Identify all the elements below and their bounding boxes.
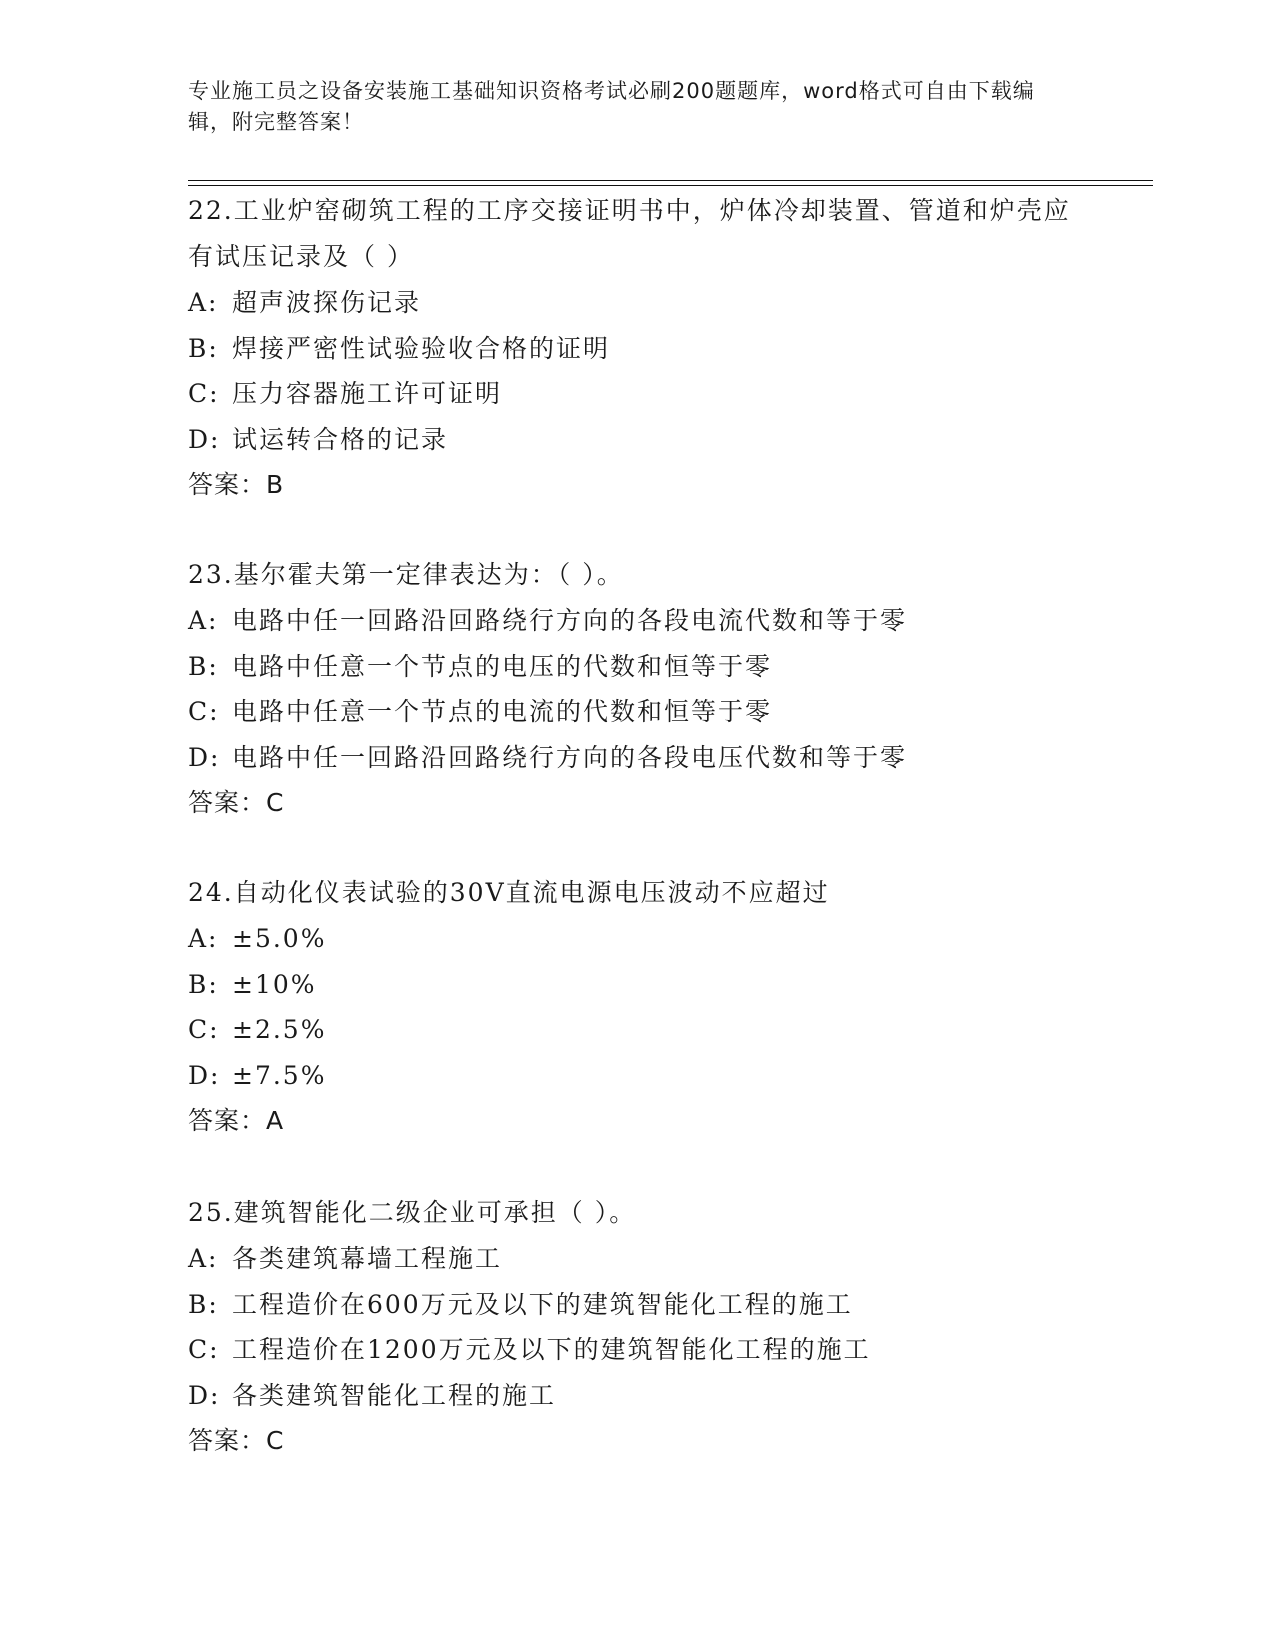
answer-line: 答案：C — [188, 788, 285, 817]
option-text: ±10% — [232, 969, 317, 999]
question-23 — [188, 552, 1088, 825]
option-d — [188, 417, 1088, 463]
option-letter: C: — [188, 1335, 220, 1364]
option-text: 各类建筑幕墙工程施工 — [232, 1244, 503, 1273]
option-d — [188, 1053, 1088, 1099]
option-text: 工程造价在1200万元及以下的建筑智能化工程的施工 — [232, 1335, 871, 1364]
option-text: 电路中任一回路沿回路绕行方向的各段电流代数和等于零 — [232, 606, 908, 635]
option-letter: D: — [188, 742, 221, 772]
question-title: 23.基尔霍夫第一定律表达为：（ ）。 — [188, 560, 624, 589]
option-letter: A: — [188, 288, 219, 317]
option-letter: A: — [188, 606, 219, 635]
option-text: ±2.5% — [232, 1015, 327, 1044]
option-a — [188, 916, 1088, 962]
option-text: 电路中任意一个节点的电流的代数和恒等于零 — [232, 697, 773, 726]
question-title: 24.自动化仪表试验的30V直流电源电压波动不应超过 — [188, 878, 830, 907]
option-b — [188, 326, 1088, 372]
option-c — [188, 1007, 1088, 1053]
option-letter: A: — [188, 924, 219, 953]
option-text: 工程造价在600万元及以下的建筑智能化工程的施工 — [232, 1289, 853, 1319]
option-letter: D: — [188, 1060, 221, 1090]
answer-line: 答案：C — [188, 1426, 285, 1455]
answer-line: 答案：A — [188, 1106, 285, 1135]
question-title: 25.建筑智能化二级企业可承担（ ）。 — [188, 1198, 637, 1227]
option-text: 电路中任一回路沿回路绕行方向的各段电压代数和等于零 — [232, 742, 908, 772]
question-title: 22.工业炉窑砌筑工程的工序交接证明书中，炉体冷却装置、管道和炉壳应有试压记录及（ ） — [188, 196, 1071, 271]
option-b — [188, 962, 1088, 1008]
option-text: ±5.0% — [232, 924, 327, 953]
option-letter: C: — [188, 1015, 220, 1044]
question-24 — [188, 870, 1088, 1143]
question-25 — [188, 1190, 1088, 1463]
option-text: 压力容器施工许可证明 — [232, 379, 503, 408]
option-letter: C: — [188, 379, 220, 408]
option-d — [188, 1373, 1088, 1419]
option-b — [188, 1282, 1088, 1328]
header-divider-bottom — [188, 185, 1153, 186]
option-a — [188, 280, 1088, 326]
option-text: ±7.5% — [232, 1060, 327, 1090]
option-letter: B: — [188, 651, 219, 681]
option-letter: C: — [188, 697, 220, 726]
option-text: 各类建筑智能化工程的施工 — [232, 1380, 557, 1410]
option-letter: A: — [188, 1244, 219, 1273]
option-text: 试运转合格的记录 — [232, 424, 449, 454]
option-c — [188, 689, 1088, 735]
option-b — [188, 644, 1088, 690]
option-c — [188, 1327, 1088, 1373]
option-text: 超声波探伤记录 — [232, 288, 422, 317]
option-letter: D: — [188, 1380, 221, 1410]
option-text: 焊接严密性试验验收合格的证明 — [232, 333, 611, 363]
option-letter: B: — [188, 1289, 219, 1319]
header-divider-top — [188, 180, 1153, 181]
answer-line: 答案：B — [188, 470, 285, 499]
option-c — [188, 371, 1088, 417]
option-letter: B: — [188, 969, 219, 999]
document-header: 专业施工员之设备安装施工基础知识资格考试必刷200题题库，word格式可自由下载编辑，附完整答案！ — [188, 79, 1035, 134]
question-22 — [188, 188, 1088, 507]
option-a — [188, 598, 1088, 644]
option-letter: D: — [188, 424, 221, 454]
option-text: 电路中任意一个节点的电压的代数和恒等于零 — [232, 651, 773, 681]
option-d — [188, 735, 1088, 781]
option-letter: B: — [188, 333, 219, 363]
option-a — [188, 1236, 1088, 1282]
